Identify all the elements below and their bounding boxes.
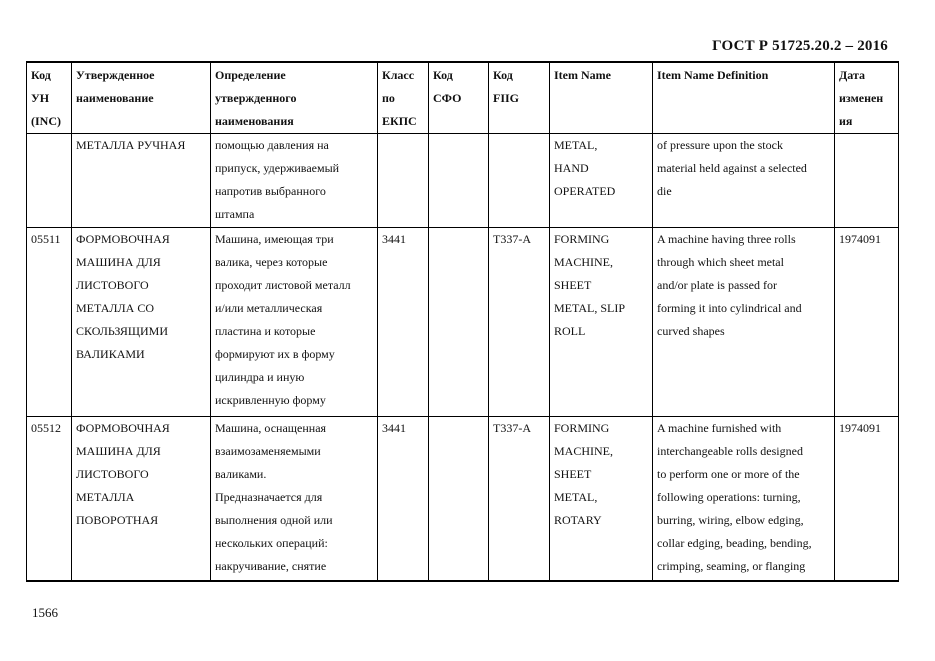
table-row [27,417,899,581]
cell-fiig-code: T337-A [489,417,550,581]
column-header-definition: Определение утвержденного наименования [211,62,378,134]
cell-definition: помощью давления на припуск, удерживаемый напротив выбранного штампа [211,134,378,228]
cell-fiig-code: T337-A [489,228,550,417]
column-header-ekps-class: Класс по ЕКПС [378,62,429,134]
cell-item-definition: A machine furnished with interchangeable rolls designed to perform one or more of the following operations: turning, burring, wiring, elbow edging, collar edging, beading, bending, crimping, seaming, or flanging [653,417,835,581]
cell-ekps-class [378,134,429,228]
cell-inc: 05512 [27,417,72,581]
cell-sfo-code [429,417,489,581]
cell-item-definition: A machine having three rolls through which sheet metal and/or plate is passed for forming it into cylindrical and curved shapes [653,228,835,417]
catalog-table [26,61,899,582]
cell-item-definition: of pressure upon the stock material held against a selected die [653,134,835,228]
page-number: 1566 [32,605,58,620]
cell-approved-name: ФОРМОВОЧНАЯ МАШИНА ДЛЯ ЛИСТОВОГО МЕТАЛЛА СО СКОЛЬЗЯЩИМИ ВАЛИКАМИ [72,228,211,417]
document-header: ГОСТ Р 51725.20.2 – 2016 [712,38,888,54]
column-header-item-definition: Item Name Definition [653,62,835,134]
cell-sfo-code [429,228,489,417]
cell-change-date [835,134,899,228]
cell-item-name: METAL, HAND OPERATED [550,134,653,228]
cell-sfo-code [429,134,489,228]
column-header-change-date: Дата изменен ия [835,62,899,134]
cell-fiig-code [489,134,550,228]
table-header-row [27,62,899,134]
cell-definition: Машина, оснащенная взаимозаменяемыми валиками. Предназначается для выполнения одной или нескольких операций: накручивание, снятие [211,417,378,581]
cell-ekps-class: 3441 [378,417,429,581]
table-row [27,134,899,228]
cell-definition: Машина, имеющая три валика, через которые проходит листовой металл и/или металлическая пластина и которые формируют их в форму цилиндра и иную искривленную форму [211,228,378,417]
cell-inc: 05511 [27,228,72,417]
column-header-approved-name: Утвержденное наименование [72,62,211,134]
cell-item-name: FORMING MACHINE, SHEET METAL, SLIP ROLL [550,228,653,417]
cell-inc [27,134,72,228]
cell-approved-name: МЕТАЛЛА РУЧНАЯ [72,134,211,228]
cell-ekps-class: 3441 [378,228,429,417]
column-header-item-name: Item Name [550,62,653,134]
column-header-inc: Код УН (INC) [27,62,72,134]
column-header-fiig-code: Код FIIG [489,62,550,134]
cell-change-date: 1974091 [835,417,899,581]
column-header-sfo-code: Код СФО [429,62,489,134]
cell-approved-name: ФОРМОВОЧНАЯ МАШИНА ДЛЯ ЛИСТОВОГО МЕТАЛЛА ПОВОРОТНАЯ [72,417,211,581]
cell-change-date: 1974091 [835,228,899,417]
table-row [27,228,899,417]
cell-item-name: FORMING MACHINE, SHEET METAL, ROTARY [550,417,653,581]
